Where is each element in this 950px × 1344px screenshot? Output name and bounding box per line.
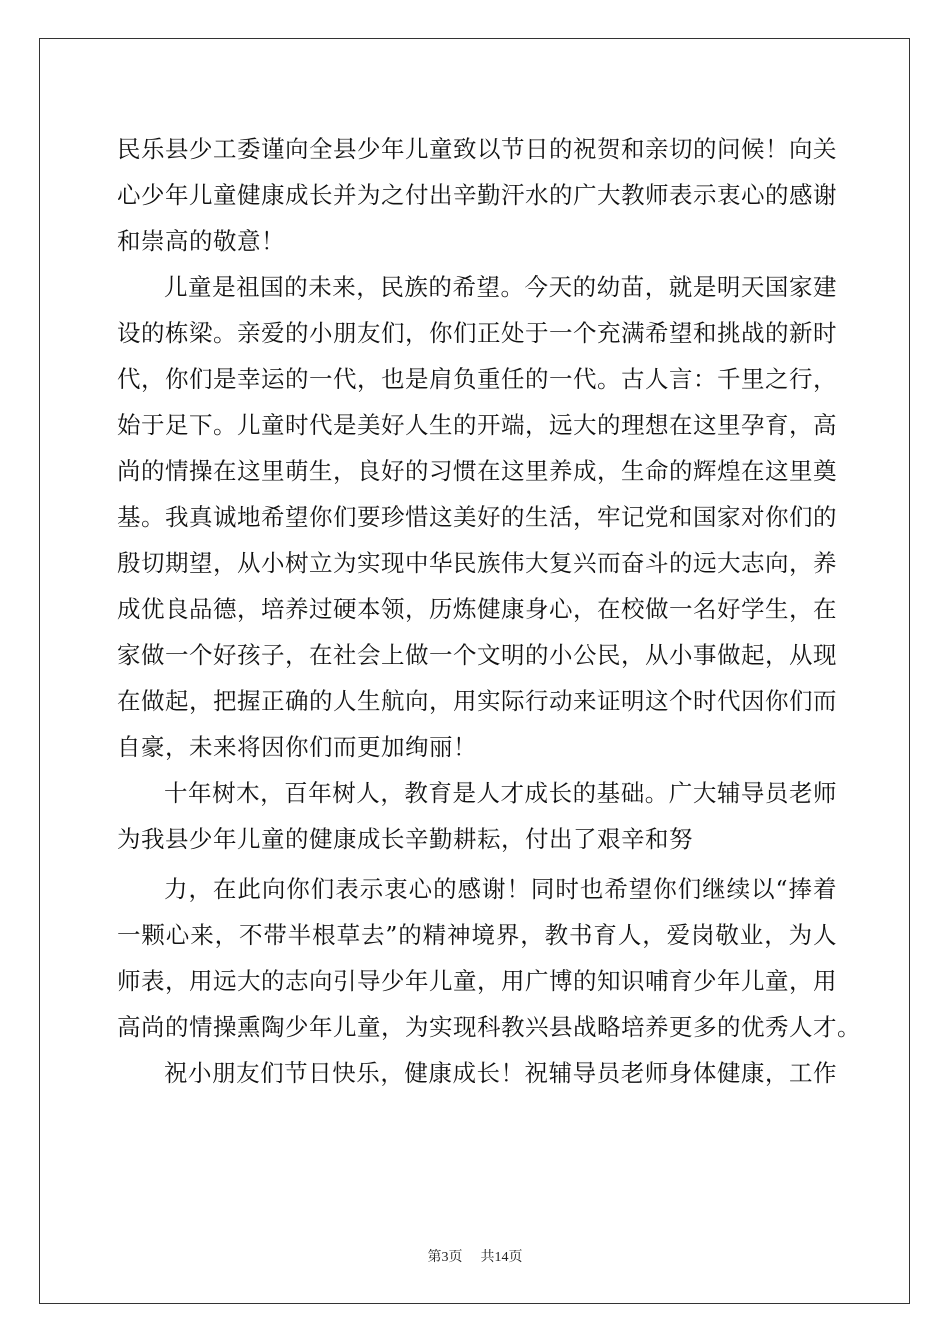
text-line: 代，你们是幸运的一代，也是肩负重任的一代。古人言：千里之行，: [117, 365, 837, 393]
text-line: 一颗心来，不带半根草去”的精神境界，教书育人，爱岗敬业，为人: [117, 921, 837, 949]
text-line: 殷切期望，从小树立为实现中华民族伟大复兴而奋斗的远大志向，养: [117, 549, 837, 577]
text-line: 在做起，把握正确的人生航向，用实际行动来证明这个时代因你们而: [117, 687, 837, 715]
text-line: 为我县少年儿童的健康成长辛勤耕耘，付出了艰辛和努: [117, 825, 693, 853]
page-number: 第3页: [427, 1250, 463, 1265]
text-line: 家做一个好孩子，在社会上做一个文明的小公民，从小事做起，从现: [117, 641, 837, 669]
text-line: 十年树木，百年树人，教育是人才成长的基础。广大辅导员老师: [164, 779, 837, 807]
text-line: 设的栋梁。亲爱的小朋友们，你们正处于一个充满希望和挑战的新时: [117, 319, 837, 347]
text-line: 自豪，未来将因你们而更加绚丽！: [117, 733, 477, 761]
text-line: 师表，用远大的志向引导少年儿童，用广博的知识哺育少年儿童，用: [117, 967, 837, 995]
text-line: 儿童是祖国的未来，民族的希望。今天的幼苗，就是明天国家建: [164, 273, 837, 301]
text-line: 始于足下。儿童时代是美好人生的开端，远大的理想在这里孕育，高: [117, 411, 837, 439]
text-line: 民乐县少工委谨向全县少年儿童致以节日的祝贺和亲切的问候！向关: [117, 135, 837, 163]
text-line: 和崇高的敬意！: [117, 227, 285, 255]
page-total: 共14页: [480, 1250, 523, 1265]
text-line: 尚的情操在这里萌生，良好的习惯在这里养成，生命的辉煌在这里奠: [117, 457, 837, 485]
text-line: 成优良品德，培养过硬本领，历炼健康身心，在校做一名好学生，在: [117, 595, 837, 623]
page-footer: [0, 1246, 950, 1266]
text-line: 心少年儿童健康成长并为之付出辛勤汗水的广大教师表示衷心的感谢: [117, 181, 837, 209]
text-line: 基。我真诚地希望你们要珍惜这美好的生活，牢记党和国家对你们的: [117, 503, 837, 531]
text-line: 力，在此向你们表示衷心的感谢！同时也希望你们继续以“捧着: [164, 875, 837, 903]
text-line: 祝小朋友们节日快乐，健康成长！祝辅导员老师身体健康，工作: [164, 1059, 837, 1087]
text-line: 高尚的情操熏陶少年儿童，为实现科教兴县战略培养更多的优秀人才。: [117, 1013, 861, 1041]
